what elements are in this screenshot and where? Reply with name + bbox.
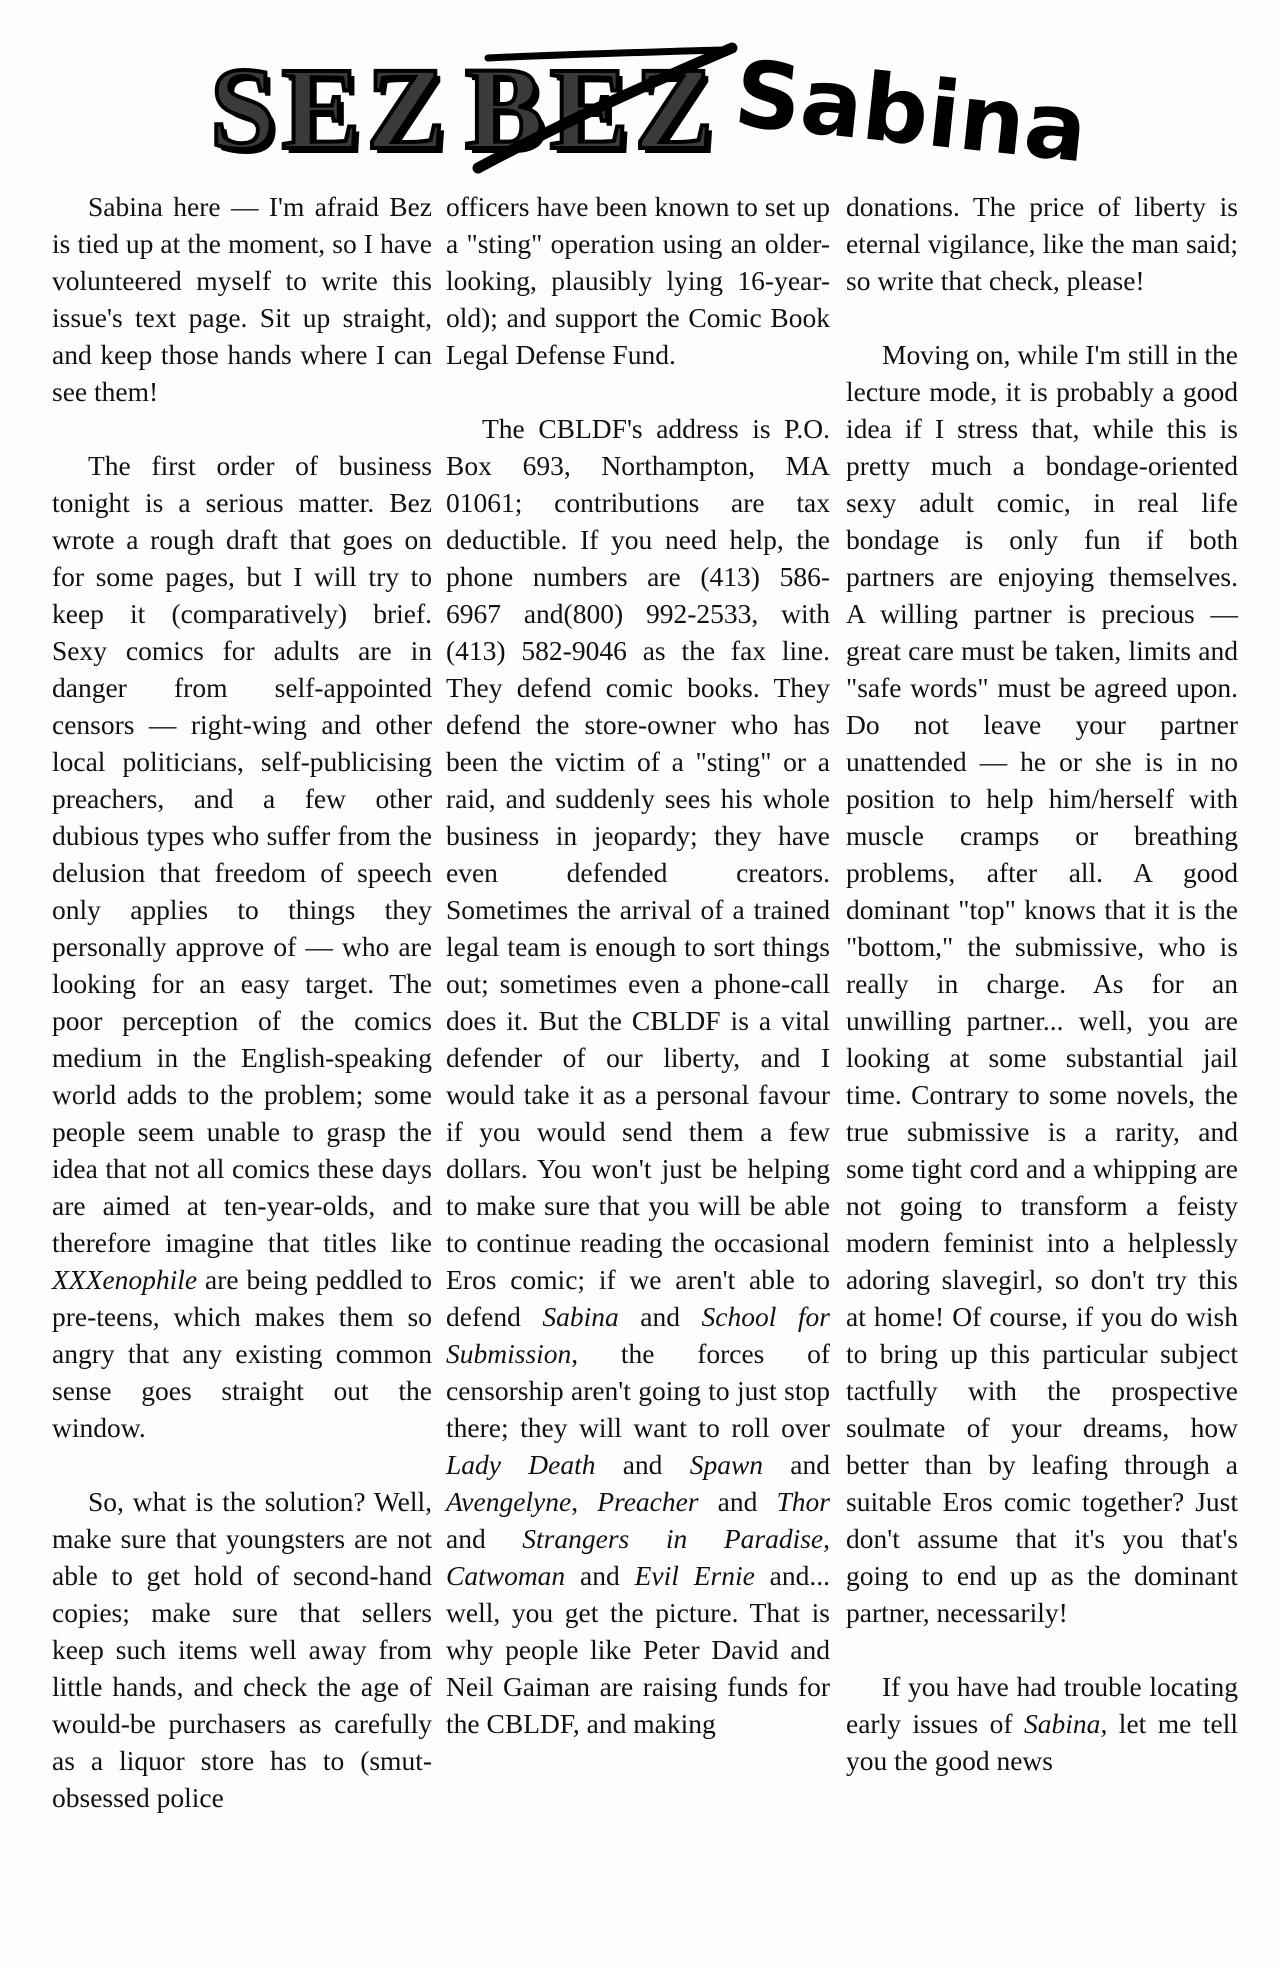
masthead-bez-crossed-out: BEZ [465,43,720,174]
masthead [210,30,1093,190]
paragraph: donations. The price of liberty is eternal vigilance, like the man said; so write that check, please! [846,191,1238,296]
paragraph: Sabina here — I'm afraid Bez is tied up at the moment, so I have volunteered myself to write this issue's text page. Sit up straight, and keep those hands where I can see them! [52,191,432,407]
paragraph: So, what is the solution? Well, make sure that youngsters are not able to get hold of second-hand copies; make sure that sellers keep such items well away from little hands, and check the age of would-be purchasers as carefully as a liquor store has to (smut-obsessed police [52,1486,432,1813]
paragraph: officers have been known to set up a "sting" operation using an older-looking, plausibly lying 16-year-old); and support the Comic Book Legal Defense Fund. [446,191,830,370]
column-3 [846,188,1238,1779]
paragraph: The first order of business tonight is a serious matter. Bez wrote a rough draft that goes on for some pages, but I will try to keep it (comparatively) brief. Sexy comics for adults are in danger from self-appointed censors — right-wing and other local politicians, self-publicising preachers, and a few other dubious types who suffer from the delusion that freedom of speech only applies to things they personally approve of — who are looking for an easy target. The poor perception of the comics medium in the English-speaking world adds to the problem; some people seem unable to grasp the idea that not all comics these days are aimed at ten-year-olds, and therefore imagine that titles like XXXenophile are being peddled to pre-teens, which makes them so angry that any existing common sense goes straight out the window. [52,450,432,1443]
paragraph: The CBLDF's address is P.O. Box 693, Northampton, MA 01061; contributions are tax deductible. If you need help, the phone numbers are (413) 586-6967 and(800) 992-2533, with (413) 582-9046 as the fax line. They defend comic books. They defend the store-owner who has been the victim of a "sting" or a raid, and suddenly sees his whole business in jeopardy; they have even defended creators. Sometimes the arrival of a trained legal team is enough to sort things out; sometimes even a phone-call does it. But the CBLDF is a vital defender of our liberty, and I would take it as a personal favour if you would send them a few dollars. You won't just be helping to make sure that you will be able to continue reading the occasional Eros comic; if we aren't able to defend Sabina and School for Submission, the forces of censorship aren't going to just stop there; they will want to roll over Lady Death and Spawn and Avengelyne, Preacher and Thor and Strangers in Paradise, Catwoman and Evil Ernie and... well, you get the picture. That is why people like Peter David and Neil Gaiman are raising funds for the CBLDF, and making [446,413,830,1739]
paragraph: If you have had trouble locating early issues of Sabina, let me tell you the good news [846,1671,1238,1776]
masthead-sabina: Sabina [729,40,1093,184]
paragraph: Moving on, while I'm still in the lecture mode, it is probably a good idea if I stress that, while this is pretty much a bondage-oriented sexy adult comic, in real life bondage is only fun if both partners are enjoying themselves. A willing partner is precious — great care must be taken, limits and "safe words" must be agreed upon. Do not leave your partner unattended — he or she is in no position to help him/herself with muscle cramps or breathing problems, after all. A good dominant "top" knows that it is the "bottom," the submissive, who is really in charge. As for an unwilling partner... well, you are looking at some substantial jail time. Contrary to some novels, the true submissive is a rarity, and some tight cord and a whipping are not going to transform a feisty modern feminist into a helplessly adoring slavegirl, so don't try this at home! Of course, if you do wish to bring up this particular subject tactfully with the prospective soulmate of your dreams, how better than by leafing through a suitable Eros comic together? Just don't assume that it's you that's going to end up as the dominant partner, necessarily! [846,339,1238,1628]
column-1 [52,188,432,1816]
masthead-sez: SEZ [210,43,452,174]
scribble-strikethrough-icon [460,40,750,180]
column-2 [446,188,830,1742]
